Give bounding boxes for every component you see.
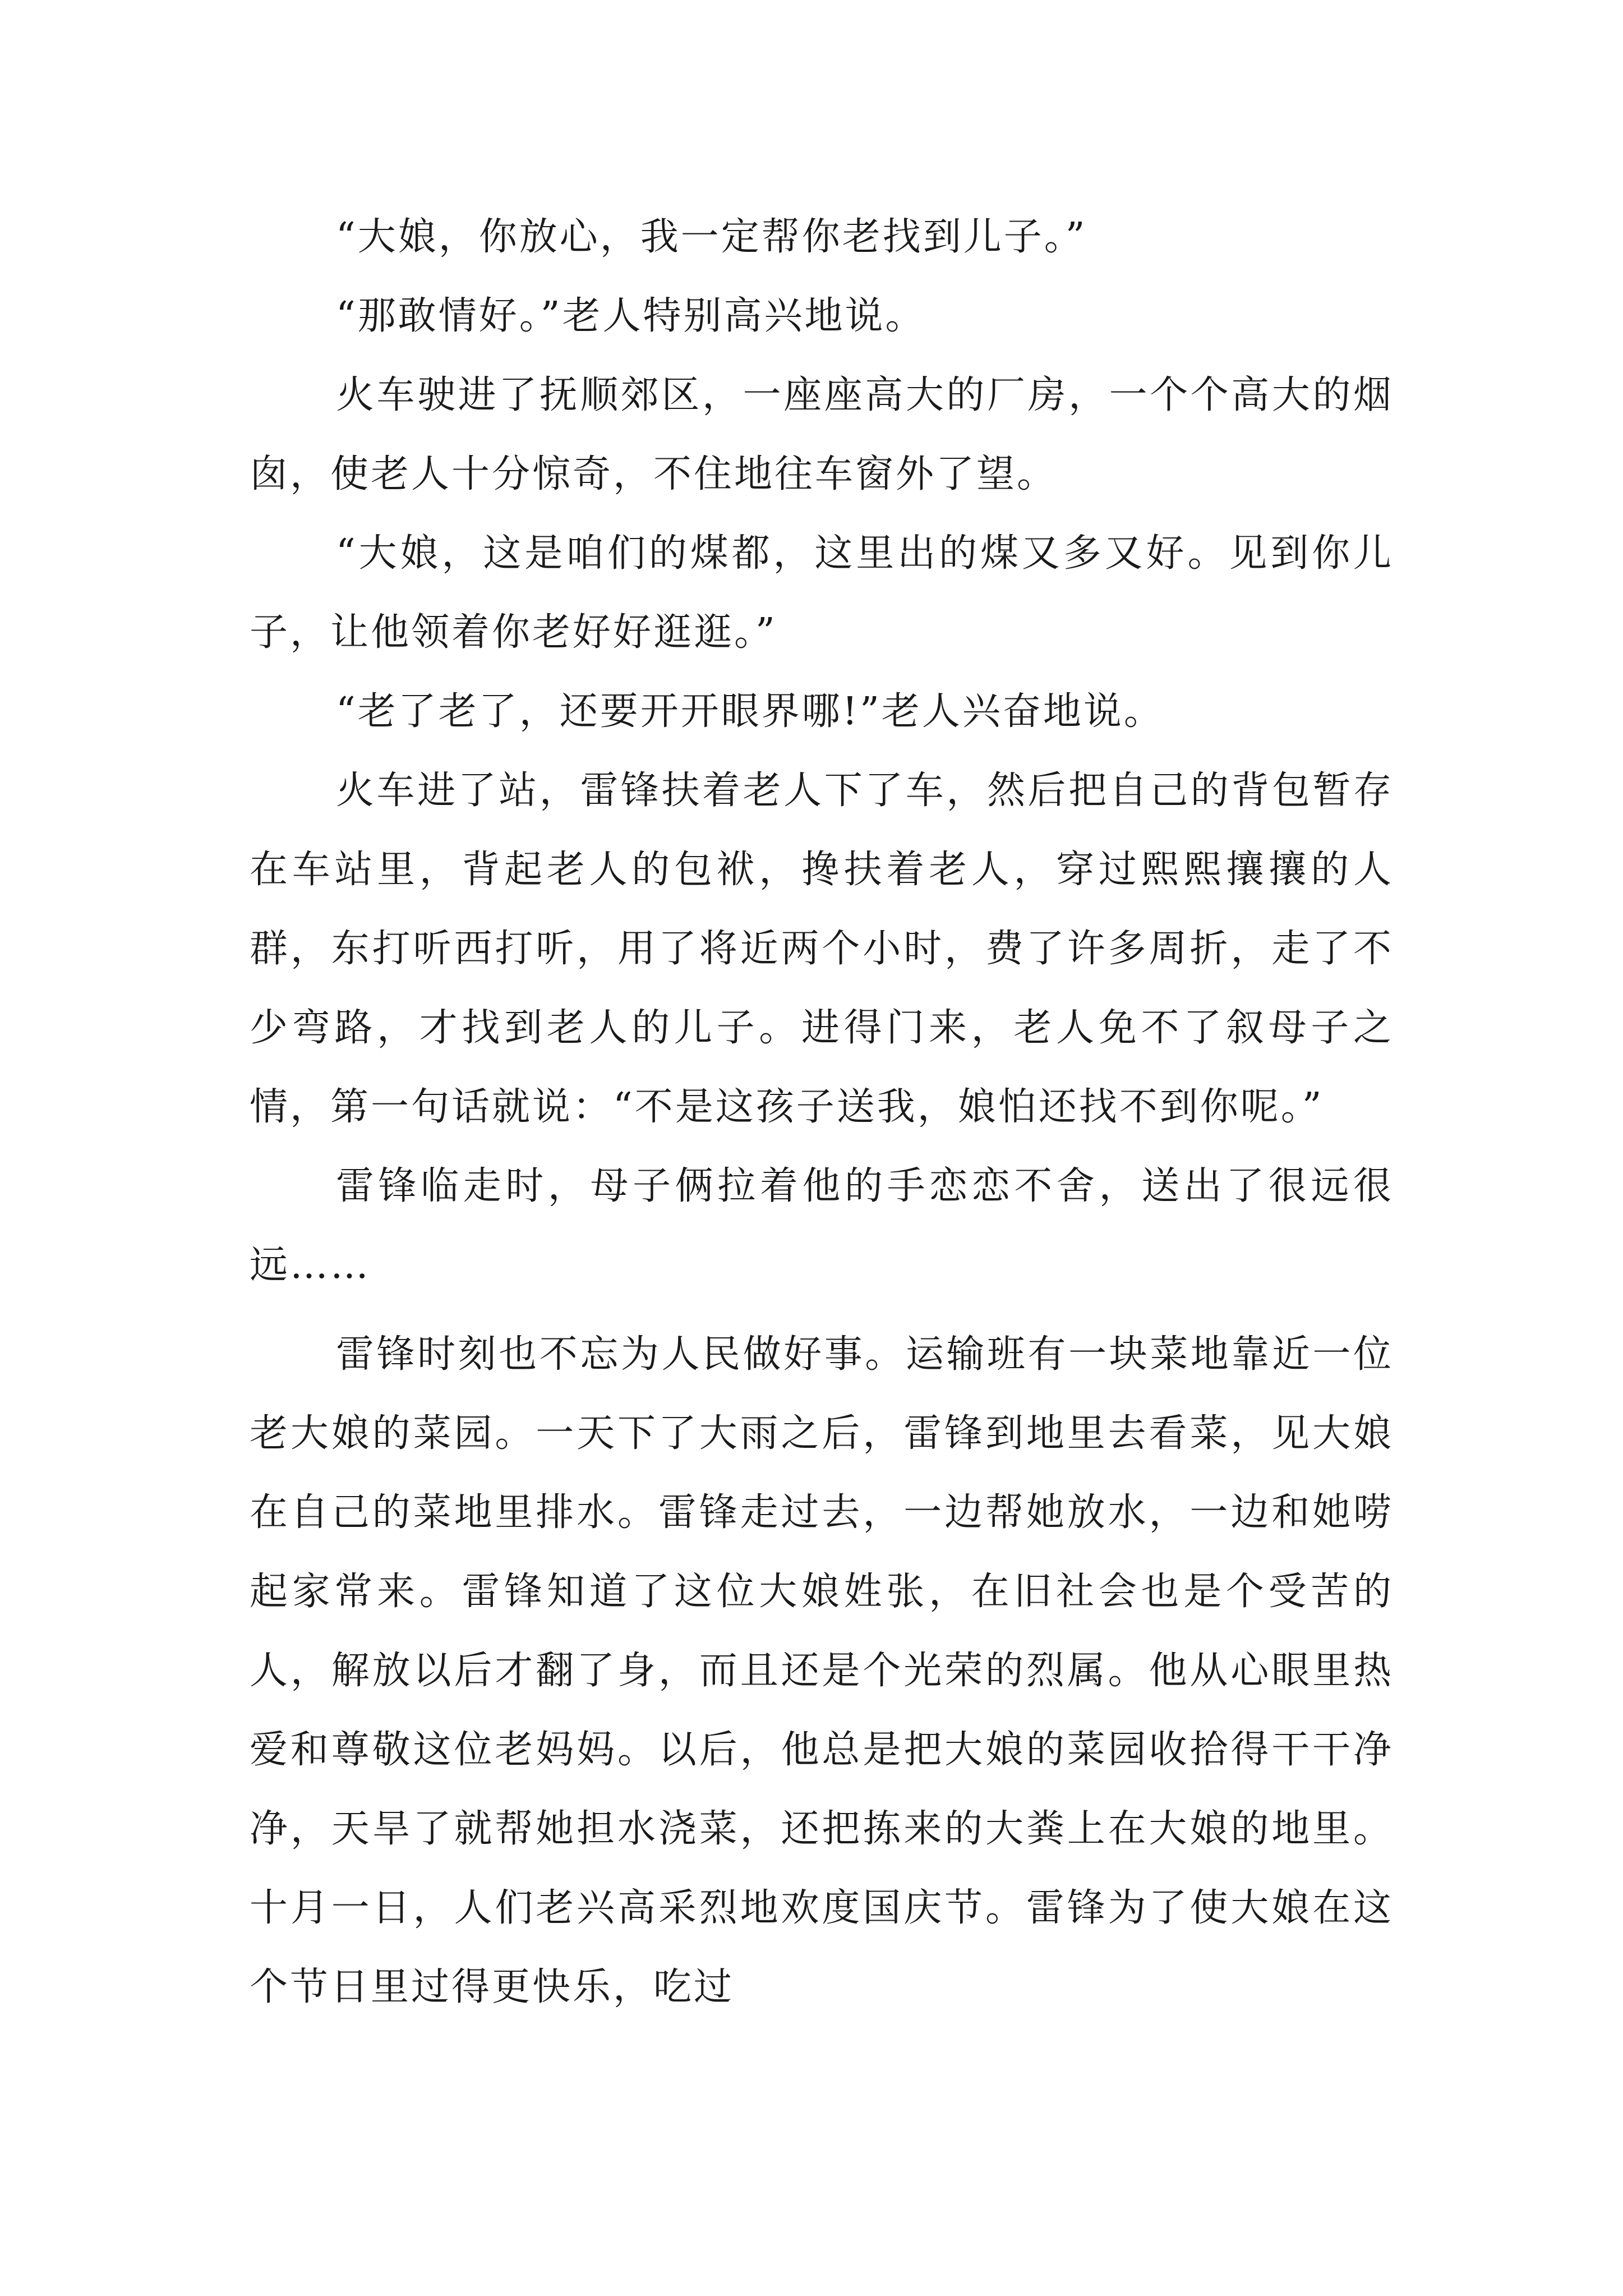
paragraph-3: 火车驶进了抚顺郊区，一座座高大的厂房，一个个高大的烟囱，使老人十分惊奇，不住地往车窗外了望。	[250, 373, 1394, 496]
paragraph-1: “大娘，你放心，我一定帮你老找到儿子。”	[336, 215, 1087, 259]
paragraph-5: “老了老了，还要开开眼界哪!”老人兴奋地说。	[336, 689, 1164, 734]
paragraph-2: “那敢情好。”老人特别高兴地说。	[336, 294, 926, 338]
paragraph-6: 火车进了站，雷锋扶着老人下了车，然后把自己的背包暂存在车站里，背起老人的包袱，搀扶着老人，穿过熙熙攘攘的人群，东打听西打听，用了将近两个小时，费了许多周折，走了不少弯路，才找到老人的儿子。进得门来，老人免不了叙母子之情，第一句话就说：“不是这孩子送我，娘怕还找不到你呢。”	[250, 769, 1394, 1129]
paragraph-7: 雷锋临走时，母子俩拉着他的手恋恋不舍，送出了很远很远……	[250, 1164, 1394, 1287]
paragraph-4: “大娘，这是咱们的煤都，这里出的煤又多又好。见到你儿子，让他领着你老好好逛逛。”	[250, 531, 1394, 655]
paragraph-gap	[250, 1305, 1394, 1315]
paragraph-8: 雷锋时刻也不忘为人民做好事。运输班有一块菜地靠近一位老大娘的菜园。一天下了大雨之后，雷锋到地里去看菜，见大娘在自己的菜地里排水。雷锋走过去，一边帮她放水，一边和她唠起家常来。雷锋知道了这位大娘姓张，在旧社会也是个受苦的人，解放以后才翻了身，而且还是个光荣的烈属。他从心眼里热爱和尊敬这位老妈妈。以后，他总是把大娘的菜园收拾得干干净净，天旱了就帮她担水浇菜，还把拣来的大粪上在大娘的地里。十月一日，人们老兴高采烈地欢度国庆节。雷锋为了使大娘在这个节日里过得更快乐，吃过	[250, 1332, 1394, 2009]
body-text	[250, 197, 1394, 2027]
